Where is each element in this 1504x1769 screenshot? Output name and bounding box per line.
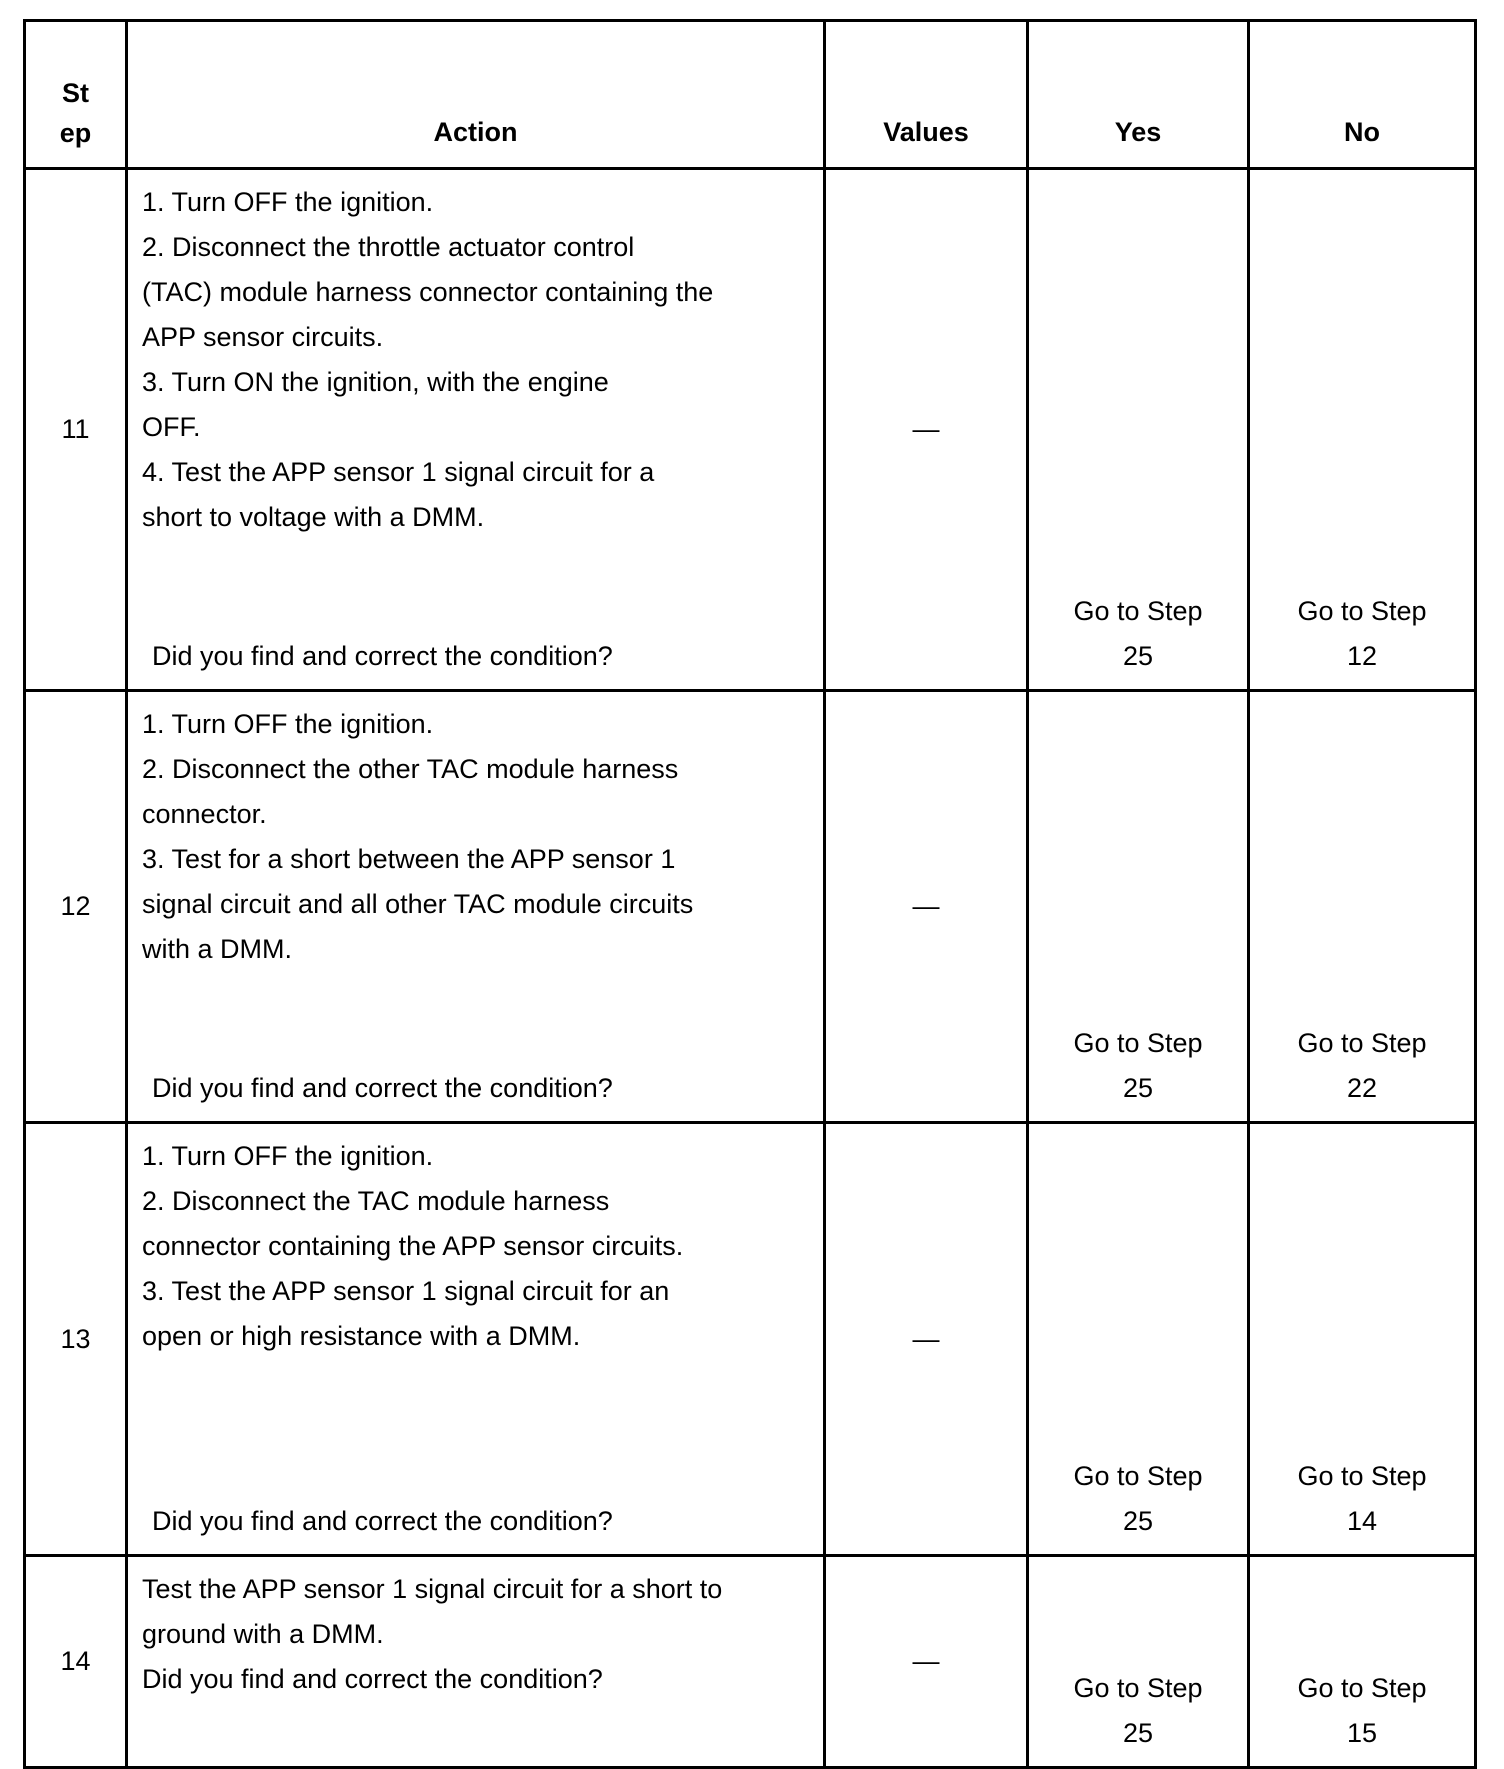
step-number: 14 — [25, 1556, 127, 1768]
yes-step-number: 25 — [1122, 641, 1154, 671]
action-instructions — [142, 1557, 823, 1702]
action-line: 3. Test for a short between the APP sensor 1 — [142, 844, 676, 874]
no-cell — [1249, 1123, 1476, 1556]
yes-cell — [1028, 1556, 1249, 1768]
no-header: No — [1249, 21, 1476, 169]
action-instructions — [142, 170, 823, 540]
no-step-number: 14 — [1346, 1506, 1378, 1536]
action-cell — [127, 169, 825, 691]
action-instructions — [142, 692, 823, 972]
no-step-number: 22 — [1346, 1073, 1378, 1103]
action-line: 2. Disconnect the other TAC module harness — [142, 754, 679, 784]
table-row — [25, 691, 1476, 1123]
action-line: Did you find and correct the condition? — [142, 1664, 603, 1694]
question-text: Did you find and correct the condition? — [152, 1073, 613, 1103]
action-line: open or high resistance with a DMM. — [142, 1321, 581, 1351]
action-line: 3. Test the APP sensor 1 signal circuit for an — [142, 1276, 670, 1306]
action-line: connector containing the APP sensor circuits. — [142, 1231, 684, 1261]
action-cell — [127, 1556, 825, 1768]
action-line: 2. Disconnect the throttle actuator control — [142, 232, 635, 262]
action-header: Action — [127, 21, 825, 169]
diagnostic-table — [23, 19, 1477, 1769]
no-go-to-label: Go to Step — [1297, 1461, 1427, 1491]
action-line: OFF. — [142, 412, 201, 442]
no-go-to-label: Go to Step — [1297, 1673, 1427, 1703]
action-line: Test the APP sensor 1 signal circuit for a short to — [142, 1574, 723, 1604]
action-line: 2. Disconnect the TAC module harness — [142, 1186, 610, 1216]
table-row — [25, 1556, 1476, 1768]
question-text: Did you find and correct the condition? — [152, 1506, 613, 1536]
values-cell: — — [825, 691, 1028, 1123]
action-line: with a DMM. — [142, 934, 293, 964]
step-number: 13 — [25, 1123, 127, 1556]
yes-go-to-label: Go to Step — [1073, 1028, 1203, 1058]
yes-cell — [1028, 169, 1249, 691]
values-header: Values — [825, 21, 1028, 169]
action-line: APP sensor circuits. — [142, 322, 384, 352]
action-cell — [127, 691, 825, 1123]
step-header — [25, 21, 127, 169]
step-number: 11 — [25, 169, 127, 691]
header-row — [25, 21, 1476, 169]
no-go-to-label: Go to Step — [1297, 1028, 1427, 1058]
action-line: 4. Test the APP sensor 1 signal circuit for a — [142, 457, 655, 487]
yes-cell — [1028, 691, 1249, 1123]
step-number: 12 — [25, 691, 127, 1123]
no-cell — [1249, 691, 1476, 1123]
yes-step-number: 25 — [1122, 1718, 1154, 1748]
action-line: (TAC) module harness connector containing the — [142, 277, 714, 307]
action-instructions — [142, 1124, 823, 1359]
table-row — [25, 169, 1476, 691]
yes-go-to-label: Go to Step — [1073, 1461, 1203, 1491]
action-line: 1. Turn OFF the ignition. — [142, 709, 434, 739]
yes-step-number: 25 — [1122, 1073, 1154, 1103]
action-line: signal circuit and all other TAC module circuits — [142, 889, 694, 919]
question-text: Did you find and correct the condition? — [152, 641, 613, 671]
values-cell: — — [825, 169, 1028, 691]
no-cell — [1249, 169, 1476, 691]
no-go-to-label: Go to Step — [1297, 596, 1427, 626]
action-line: ground with a DMM. — [142, 1619, 384, 1649]
values-cell: — — [825, 1556, 1028, 1768]
action-line: short to voltage with a DMM. — [142, 502, 485, 532]
no-step-number: 12 — [1346, 641, 1378, 671]
yes-go-to-label: Go to Step — [1073, 596, 1203, 626]
no-step-number: 15 — [1346, 1718, 1378, 1748]
action-line: 3. Turn ON the ignition, with the engine — [142, 367, 609, 397]
no-cell — [1249, 1556, 1476, 1768]
yes-cell — [1028, 1123, 1249, 1556]
action-line: connector. — [142, 799, 267, 829]
step-header-line1: St — [62, 78, 89, 108]
action-line: 1. Turn OFF the ignition. — [142, 1141, 434, 1171]
values-cell: — — [825, 1123, 1028, 1556]
yes-go-to-label: Go to Step — [1073, 1673, 1203, 1703]
yes-header: Yes — [1028, 21, 1249, 169]
action-cell — [127, 1123, 825, 1556]
step-header-line2: ep — [59, 118, 92, 148]
yes-step-number: 25 — [1122, 1506, 1154, 1536]
table-row — [25, 1123, 1476, 1556]
action-line: 1. Turn OFF the ignition. — [142, 187, 434, 217]
